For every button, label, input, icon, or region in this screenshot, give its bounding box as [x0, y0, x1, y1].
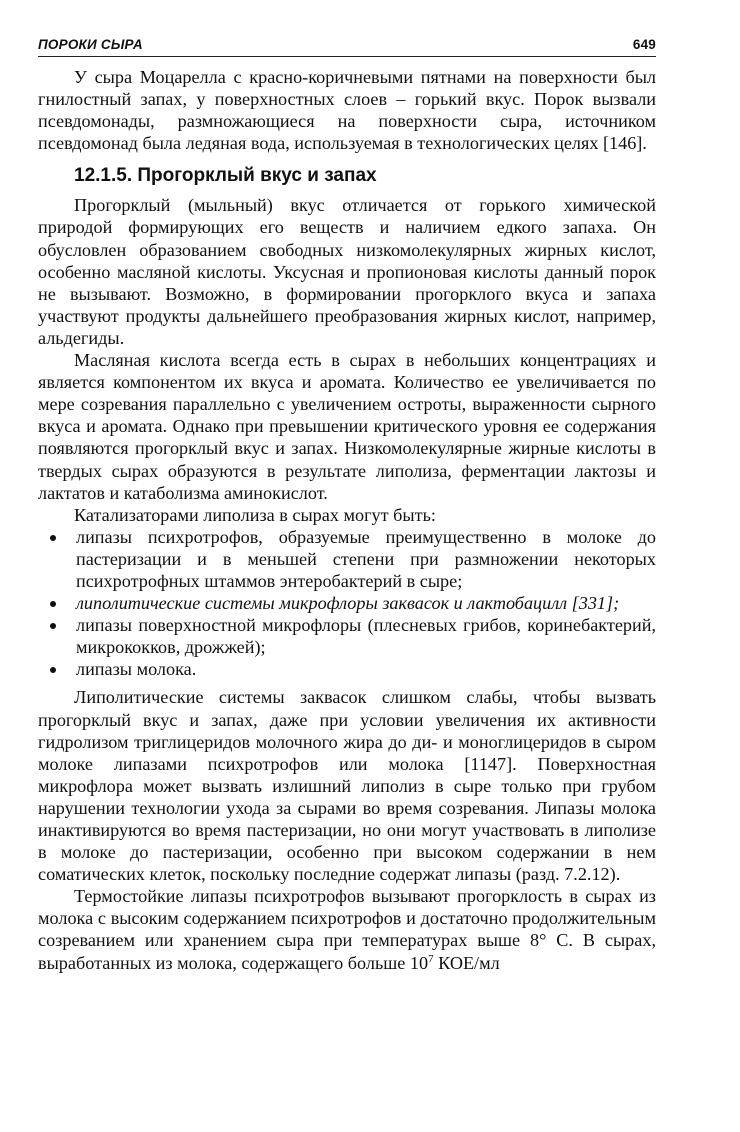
paragraph-text-end: КОЕ/мл: [433, 952, 500, 973]
superscript-exponent: 7: [428, 952, 434, 965]
list-item-text: липазы поверхностной микрофлоры (плесневых грибов, коринебактерий, микрококков, дрожжей);: [76, 615, 656, 658]
catalyst-list: [38, 526, 656, 681]
paragraph-butyric-acid: Масляная кислота всегда есть в сырах в небольших концентрациях и является компонентом их вкуса и аромата. Количество ее увеличивается по мере созревания параллельно с увеличением остроты, выраженности сырного вкуса и аромата. Однако при превышении критического уровня ее содержания появляются прогорклый вкус и запах. Низкомолекулярные жирные кислоты в твердых сырах образуются в результате липолиза, ферментации лактозы и лактатов и катаболизма аминокислот.: [38, 350, 656, 503]
page-number: 649: [632, 37, 656, 52]
paragraph-rancid-definition: Прогорклый (мыльный) вкус отличается от горького химической природой формирующих его веществ и наличием едкого запаха. Он обусловлен образованием свободных низкомолекулярных жирных кислот, особенно масляной кислоты. Уксусная и пропионовая кислоты данный порок не вызывают. Возможно, в формировании прогорклого вкуса и запаха участвуют продукты дальнейшего преобразования жирных кислот, например, альдегиды.: [38, 195, 656, 348]
paragraph-thermostable-lipases: [38, 885, 656, 973]
paragraph-catalysts-intro: Катализаторами липолиза в сырах могут быть:: [74, 504, 436, 525]
list-item-text: липазы молока.: [76, 659, 197, 680]
paragraph-text: Термостойкие липазы психротрофов вызывают прогорклость в сырах из молока с высоким содержанием психротрофов и достаточно продолжительным созреванием или хранением сыра при температурах выше 8° С. В сырах, выработанных из молока, содержащего больше 10: [38, 886, 656, 973]
bullet-icon: [50, 535, 56, 541]
list-item: [38, 614, 656, 658]
bullet-icon: [50, 667, 56, 673]
list-item: [38, 658, 656, 680]
page-body: [38, 66, 656, 974]
paragraph-mozzarella: У сыра Моцарелла с красно-коричневыми пятнами на поверхности был гнилостный запах, у поверхностных слоев – горький вкус. Порок вызвали псевдомонады, размножающиеся на поверхности сыра, источником псевдомонад была ледяная вода, используемая в технологических целях [146].: [38, 67, 656, 154]
list-item-text: липазы психротрофов, образуемые преимущественно в молоке до пастеризации и в меньшей степени при размножении некоторых психротрофных штаммов энтеробактерий в сыре;: [76, 526, 656, 591]
running-header: [38, 34, 656, 57]
bullet-icon: [50, 623, 56, 629]
bullet-icon: [50, 601, 56, 607]
paragraph-starter-systems: Липолитические системы заквасок слишком слабы, чтобы вызвать прогорклый вкус и запах, даже при условии увеличения их активности гидролизом триглицеридов молочного жира до ди- и моноглицеридов в сыром молоке липазами психротрофов или молока [1147]. Поверхностная микрофлора может вызвать излишний липолиз в сыре только при грубом нарушении технологии ухода за сырами во время созревания. Липазы молока инактивируются во время пастеризации, но они могут участвовать в липолизе в молоке до пастеризации, особенно при высоком содержании в нем соматических клеток, поскольку последние содержат липазы (разд. 7.2.12).: [38, 687, 656, 885]
section-heading: 12.1.5. Прогорклый вкус и запах: [74, 165, 377, 187]
list-item-text: липолитические системы микрофлоры заквасок и лактобацилл [331];: [76, 593, 620, 614]
list-item: [38, 526, 656, 592]
list-item: [38, 592, 656, 614]
running-title: ПОРОКИ СЫРА: [38, 37, 143, 52]
